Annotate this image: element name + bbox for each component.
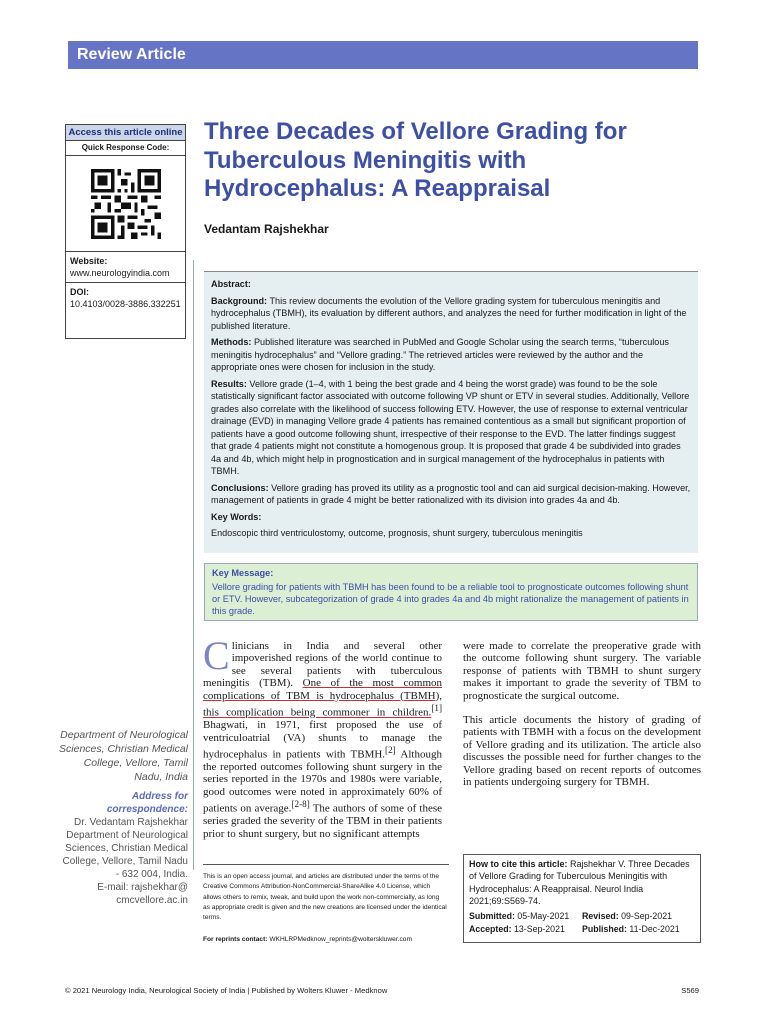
license-text: This is an open access journal, and articles are distributed under the terms of the Creative Commons Attribution-NonCommercial-ShareAlike 4.0 License, which allows others to remix, tweak, and build upon the work non-commercially, as long as appropriate credit is given and the new creations are licensed under the identical terms. xyxy=(203,873,447,922)
submitted-date: Submitted: 05-May-2021 xyxy=(469,911,570,922)
website-section xyxy=(66,252,185,283)
correspondence-email[interactable]: E-mail: rajshekhar@ cmcvellore.ac.in xyxy=(97,882,188,906)
access-online-box xyxy=(65,124,186,339)
citation-text: How to cite this article: Rajshekhar V. Three Decades of Vellore Grading for Tuberculous Meningitis with Hydrocephalus: A Reappraisal. Neurol India 2021;69:S569-74. xyxy=(469,859,690,906)
doi-value[interactable]: 10.4103/0028-3886.332251 xyxy=(70,299,181,309)
website-label: Website: xyxy=(70,256,108,266)
reprints-email[interactable]: WKHLRPMedknow_reprints@wolterskluwer.com xyxy=(269,936,412,943)
paragraph-scope: This article documents the history of grading of patients with TBMH with a focus on the development of Vellore grading and its utilization. The article also discusses the possible need for further changes to the Vellore grading based on recent reports of outcomes in patients undergoing surgery for TBMH. xyxy=(463,714,701,789)
body-column-right xyxy=(463,640,701,788)
doi-section xyxy=(66,283,185,313)
page-footer xyxy=(65,986,699,995)
reference-2-8[interactable]: [2-8] xyxy=(291,799,310,810)
qr-code-icon xyxy=(66,156,185,252)
website-link[interactable]: www.neurologyindia.com xyxy=(70,268,170,278)
citation-box xyxy=(463,854,701,943)
abstract-results: Results: Vellore grade (1–4, with 1 being the best grade and 4 being the worst grade) was found to be the sole statistically significant factor associated with outcome following VP shunt or ETV in several studies. Additionally, Vellore grades also correlate with the likelihood of success following ETV. However, the use of response to external ventricular drainage (EVD) in managing Vellore grade 4 patients has remained contentious as a small but significant proportion of patients have a good outcome following shunt, irrespective of their response to the EVD. The latter findings suggest that grade 4 patients might not constitute a homogenous group. It is proposed that grade 4 be subdivided into grades 4a and 4b, which might help in prognostication and in surgical management of the hydrocephalus in patients with TBMH. xyxy=(211,378,690,476)
abstract-methods: Methods: Published literature was searched in PubMed and Google Scholar using the search terms, “tuberculous meningitis hydrocephalus” and “Vellore grading.” The retrieved articles were reviewed by the author and the appropriate ones were chosen for inclusion in the study. xyxy=(211,337,669,372)
abstract-conclusions: Conclusions: Vellore grading has proved its utility as a prognostic tool and can aid surgical decision-making. However, management of patients in grade 4 might be better rationalized with its division into grades 4a and 4b. xyxy=(211,482,691,505)
affiliation-block xyxy=(58,728,188,907)
key-message-text: Vellore grading for patients with TBMH has been found to be a reliable tool to prognosticate outcomes following shunt or ETV. However, subcategorization of grade 4 into grades 4a and 4b might rationalize the management of patients in this grade. xyxy=(212,582,689,616)
correspondence-heading: Address for correspondence: xyxy=(106,791,188,815)
accepted-date: Accepted: 13-Sep-2021 xyxy=(469,923,565,934)
drop-cap: C xyxy=(203,633,230,678)
author-name: Vedantam Rajshekhar xyxy=(204,222,329,236)
body-column-left xyxy=(203,633,443,840)
published-date: Published: 11-Dec-2021 xyxy=(582,923,680,934)
abstract-box xyxy=(204,271,698,553)
page-number: S569 xyxy=(681,986,699,995)
highlighted-sentence: One of the most common complications of TBM is hydrocephalus (TBMH), this complication being commoner in children. xyxy=(203,677,442,719)
reference-2[interactable]: [2] xyxy=(385,744,396,755)
license-divider xyxy=(203,864,449,865)
doi-label: DOI: xyxy=(70,287,89,297)
access-heading: Access this article online xyxy=(66,125,185,141)
revised-date: Revised: 09-Sep-2021 xyxy=(582,911,672,922)
article-type-banner: Review Article xyxy=(68,41,698,69)
keywords-heading: Key Words: xyxy=(211,511,262,522)
correspondence-address: Dr. Vedantam Rajshekhar Department of Neurological Sciences, Christian Medical College, Vellore, Tamil Nadu - 632 004, India. xyxy=(62,817,188,880)
intro-paragraph: Clinicians in India and several other impoverished regions of the world continue to see several patients with tuberculous meningitis (TBM). One of the most common complications of TBM is hydrocephalus (TBMH), this complication being commoner in children.[1] Bhagwati, in 1971, first proposed the use of ventriculoatrial (VA) shunts to manage the hydrocephalus in patients with TBMH.[2] Although the reported outcomes following shunt surgery in the series reported in the 1970s and 1980s were variable, good outcomes were noted in approximately 60% of patients on average.[2-8] The authors of some of these series graded the severity of the TBM in their patients prior to shunt surgery, but no significant attempts xyxy=(203,633,443,840)
reference-1[interactable]: [1] xyxy=(431,703,442,714)
footer-copyright: © 2021 Neurology India, Neurological Society of India | Published by Wolters Kluwer - Medknow xyxy=(65,986,388,995)
paragraph-continued: were made to correlate the preoperative grade with the outcome following shunt surgery. The variable response of patients with TBMH to shunt surgery makes it important to grade the severity of TBM to prognosticate the surgical outcome. xyxy=(463,640,701,702)
article-title: Three Decades of Vellore Grading for Tuberculous Meningitis with Hydrocephalus: A Reappraisal xyxy=(204,118,627,202)
qr-label: Quick Response Code: xyxy=(66,141,185,156)
keywords-list: Endoscopic third ventriculostomy, outcome, prognosis, shunt surgery, tuberculous meningitis xyxy=(211,528,583,538)
article-dates xyxy=(469,910,695,935)
abstract-background: Background: This review documents the evolution of the Vellore grading system for tuberculous meningitis and hydrocephalus (TBMH), its evaluation by different authors, and analyzes the need for further modification in light of the published literature. xyxy=(211,295,687,331)
abstract-heading: Abstract: xyxy=(211,279,251,289)
column-divider xyxy=(193,260,194,870)
key-message-label: Key Message: xyxy=(212,568,274,578)
key-message-box xyxy=(204,563,698,621)
department: Department of Neurological Sciences, Christian Medical College, Vellore, Tamil Nadu, India xyxy=(59,729,188,783)
reprints-contact: For reprints contact: WKHLRPMedknow_reprints@wolterskluwer.com xyxy=(203,936,412,943)
